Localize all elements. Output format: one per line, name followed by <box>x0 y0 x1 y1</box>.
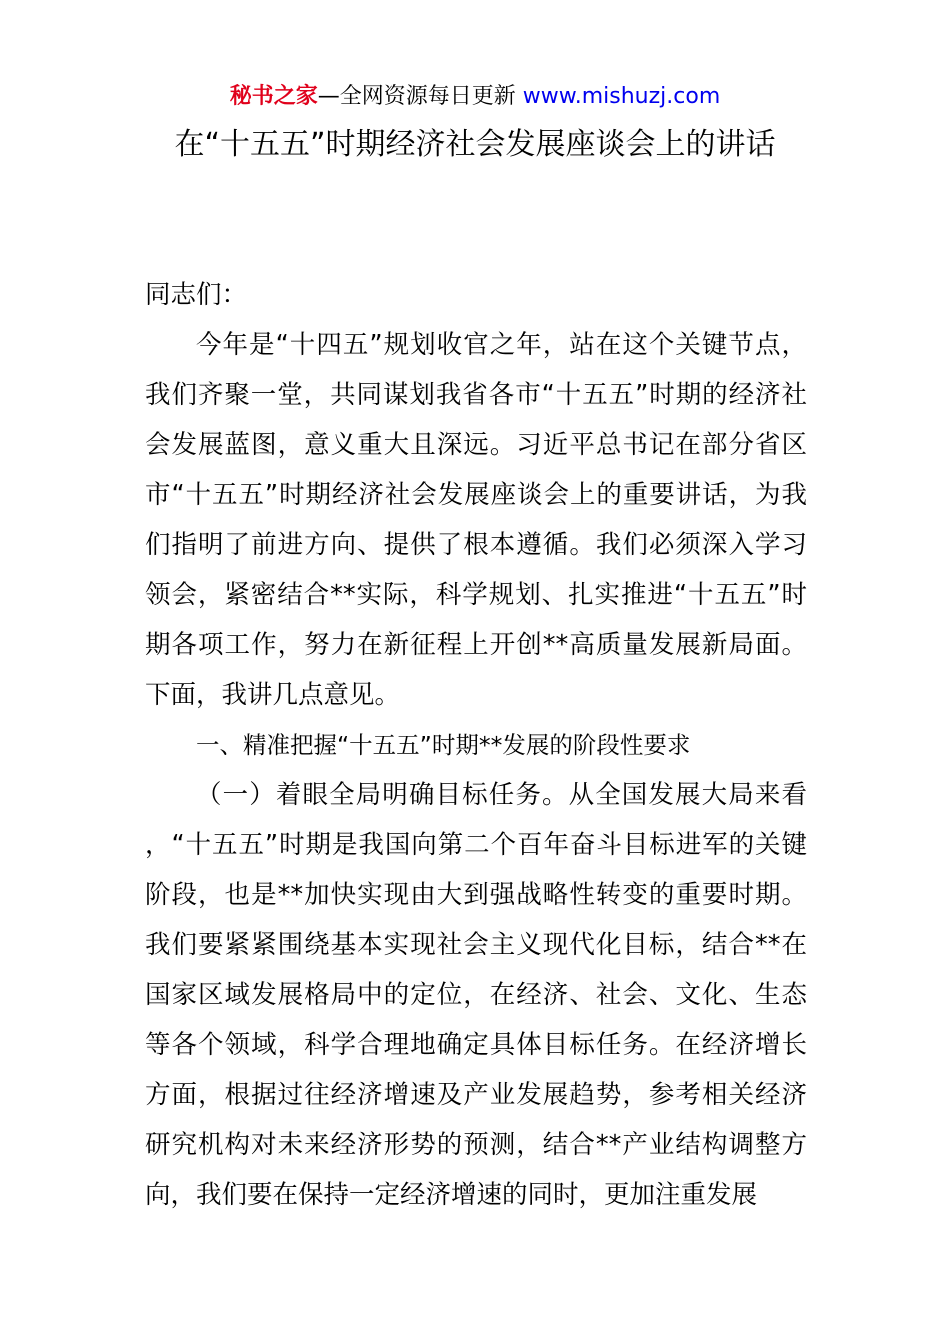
site-header <box>0 80 950 114</box>
paragraph-intro: 今年是“十四五”规划收官之年，站在这个关键节点，我们齐聚一堂，共同谋划我省各市“十五五”时期的经济社会发展蓝图，意义重大且深远。习近平总书记在部分省区市“十五五”时期经济社会发展座谈会上的重要讲话，为我们指明了前进方向、提供了根本遵循。我们必须深入学习领会，紧密结合**实际，科学规划、扎实推进“十五五”时期各项工作，努力在新征程上开创**高质量发展新局面。下面，我讲几点意见。 <box>145 330 807 710</box>
header-tagline: —全网资源每日更新 <box>317 84 516 109</box>
site-url[interactable]: www.mishuzj.com <box>515 84 721 109</box>
document-title: 在“十五五”时期经济社会发展座谈会上的讲话 <box>174 127 776 162</box>
brand-name: 秘书之家 <box>229 84 318 109</box>
salutation: 同志们： <box>145 280 248 310</box>
document-body <box>145 270 807 1220</box>
section-heading: 一、精准把握“十五五”时期**发展的阶段性要求 <box>196 731 691 759</box>
paragraph-subsection-1: （一）着眼全局明确目标任务。从全国发展大局来看，“十五五”时期是我国向第二个百年奋斗目标进军的关键阶段，也是**加快实现由大到强战略性转变的重要时期。我们要紧紧围绕基本实现社会主义现代化目标，结合**在国家区域发展格局中的定位，在经济、社会、文化、生态等各个领域，科学合理地确定具体目标任务。在经济增长方面，根据过往经济增速及产业发展趋势，参考相关经济研究机构对未来经济形势的预测，结合**产业结构调整方向，我们要在保持一定经济增速的同时，更加注重发展 <box>145 780 807 1210</box>
